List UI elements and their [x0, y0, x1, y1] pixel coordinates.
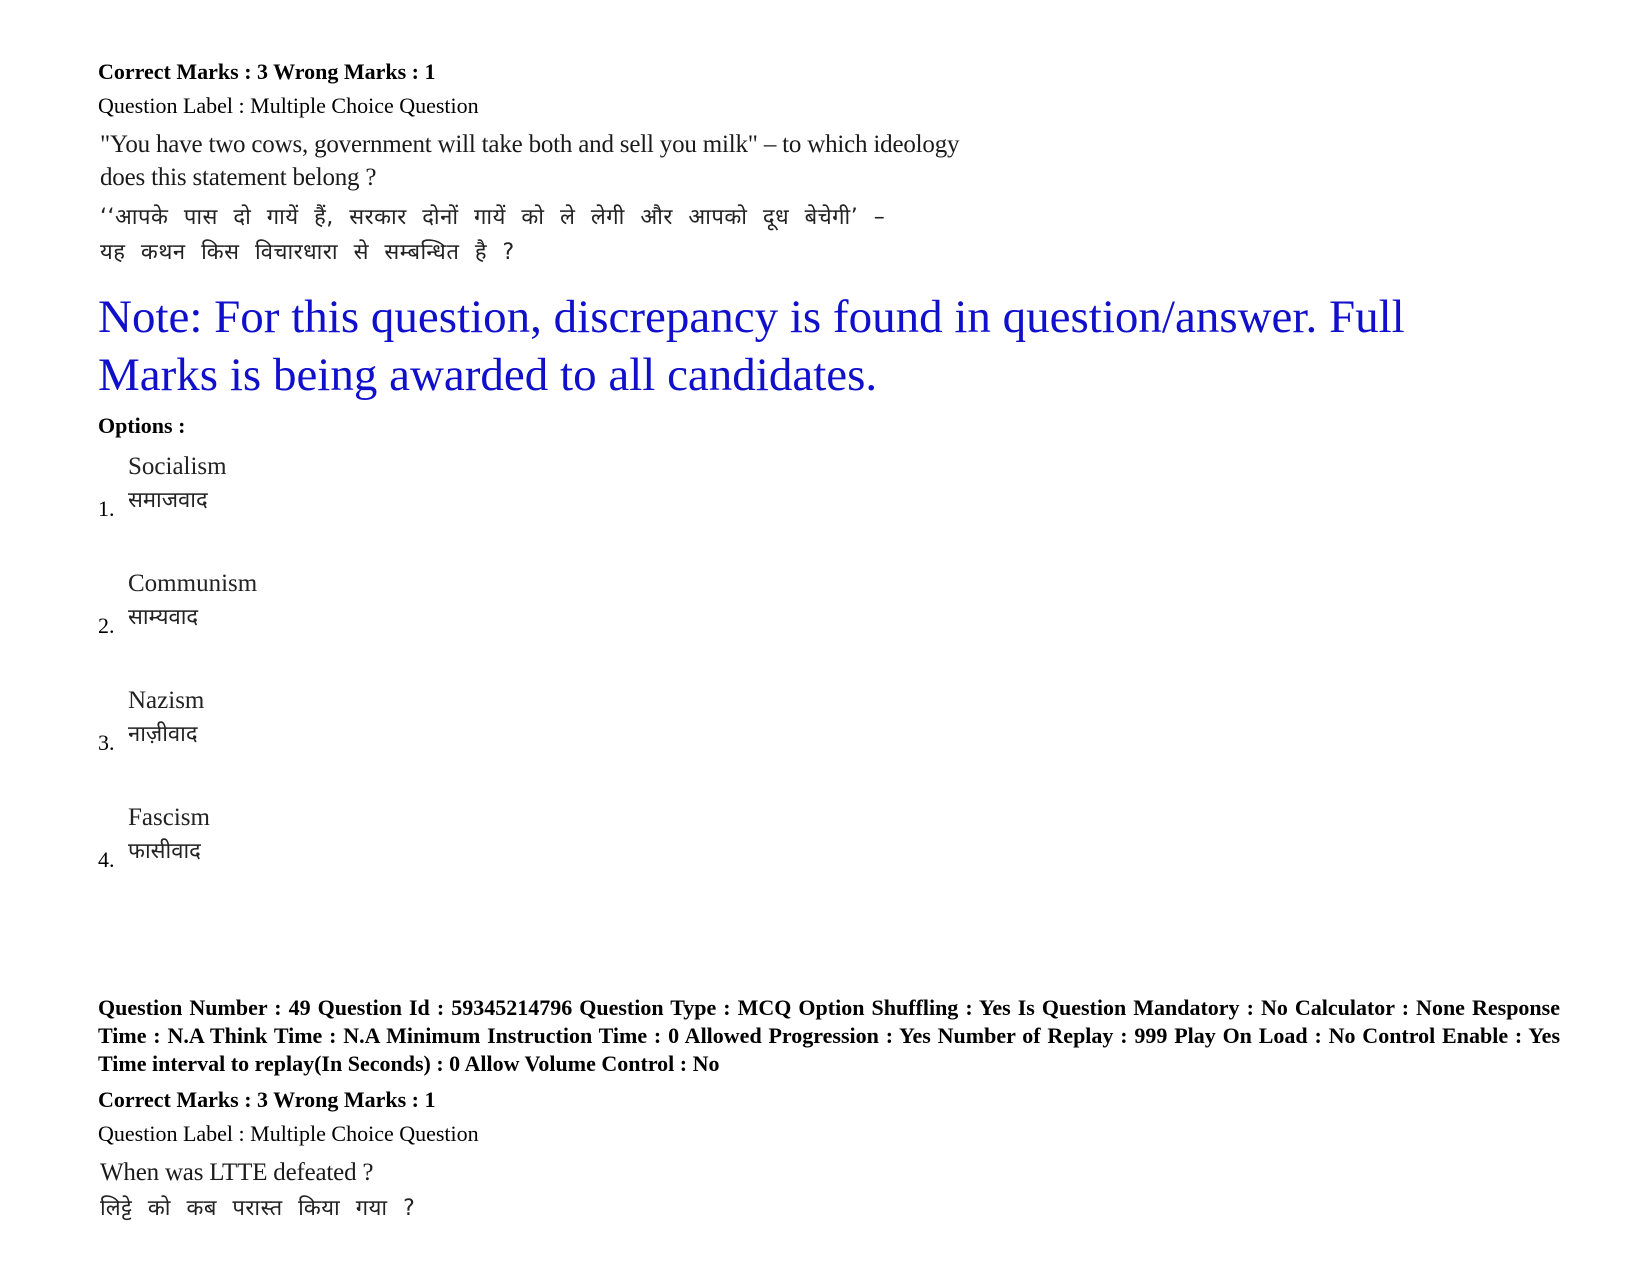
q2-text-en: When was LTTE defeated ?: [100, 1159, 374, 1186]
option-text-hi: साम्यवाद: [128, 605, 199, 630]
discrepancy-note: [98, 288, 1568, 404]
q1-label: Question Label : Multiple Choice Question: [98, 93, 479, 118]
q1-text-hi: [100, 200, 1568, 270]
options-title: Options :: [98, 413, 186, 438]
option-number: 3.: [98, 730, 115, 755]
q1-text-hi-line1: ‘‘आपके पास दो गायें हैं, सरकार दोनों गायें को ले लेगी और आपको दूध बेचेगी’ –: [100, 205, 886, 230]
option-number: 1.: [98, 496, 115, 521]
q1-text-hi-line2: यह कथन किस विचारधारा से सम्बन्धित है ?: [100, 240, 515, 265]
q2-text-hi: लिट्टे को कब परास्त किया गया ?: [100, 1196, 416, 1221]
q1-text-en: [100, 128, 1568, 194]
option-text-hi: नाज़ीवाद: [128, 722, 198, 747]
option-number: 4.: [98, 847, 115, 872]
discrepancy-note-line2: Marks is being awarded to all candidates.: [98, 349, 878, 401]
option-text-en: Communism: [128, 570, 258, 597]
option-4: [98, 791, 1568, 908]
option-text-en: Fascism: [128, 804, 210, 831]
option-text-en: Nazism: [128, 687, 205, 714]
option-text-hi: समाजवाद: [128, 488, 208, 513]
discrepancy-note-line1: Note: For this question, discrepancy is found in question/answer. Full: [98, 291, 1405, 343]
options-list: [98, 440, 1568, 908]
q2-label: Question Label : Multiple Choice Question: [98, 1121, 479, 1146]
option-text-en: Socialism: [128, 453, 227, 480]
q1-text-en-line1: "You have two cows, government will take both and sell you milk" – to which ideology: [100, 131, 960, 158]
q1-marks: Correct Marks : 3 Wrong Marks : 1: [98, 59, 436, 84]
option-number: 2.: [98, 613, 115, 638]
document-page: [98, 58, 1568, 1226]
option-3: [98, 674, 1568, 791]
q2-metadata: Question Number : 49 Question Id : 59345214796 Question Type : MCQ Option Shuffling : Yes Is Question Mandatory : No Calculator : None Response Time : N.A Think Time : N.A Minimum Instruction Time : 0 Allowed Progression : Yes Number of Replay : 999 Play On Load : No Control Enable : Yes Time interval to replay(In Seconds) : 0 Allow Volume Control : No: [98, 995, 1560, 1076]
q2-marks: Correct Marks : 3 Wrong Marks : 1: [98, 1087, 436, 1112]
option-text-hi: फासीवाद: [128, 839, 201, 864]
option-1: [98, 440, 1568, 557]
q1-text-en-line2: does this statement belong ?: [100, 164, 377, 191]
option-2: [98, 557, 1568, 674]
